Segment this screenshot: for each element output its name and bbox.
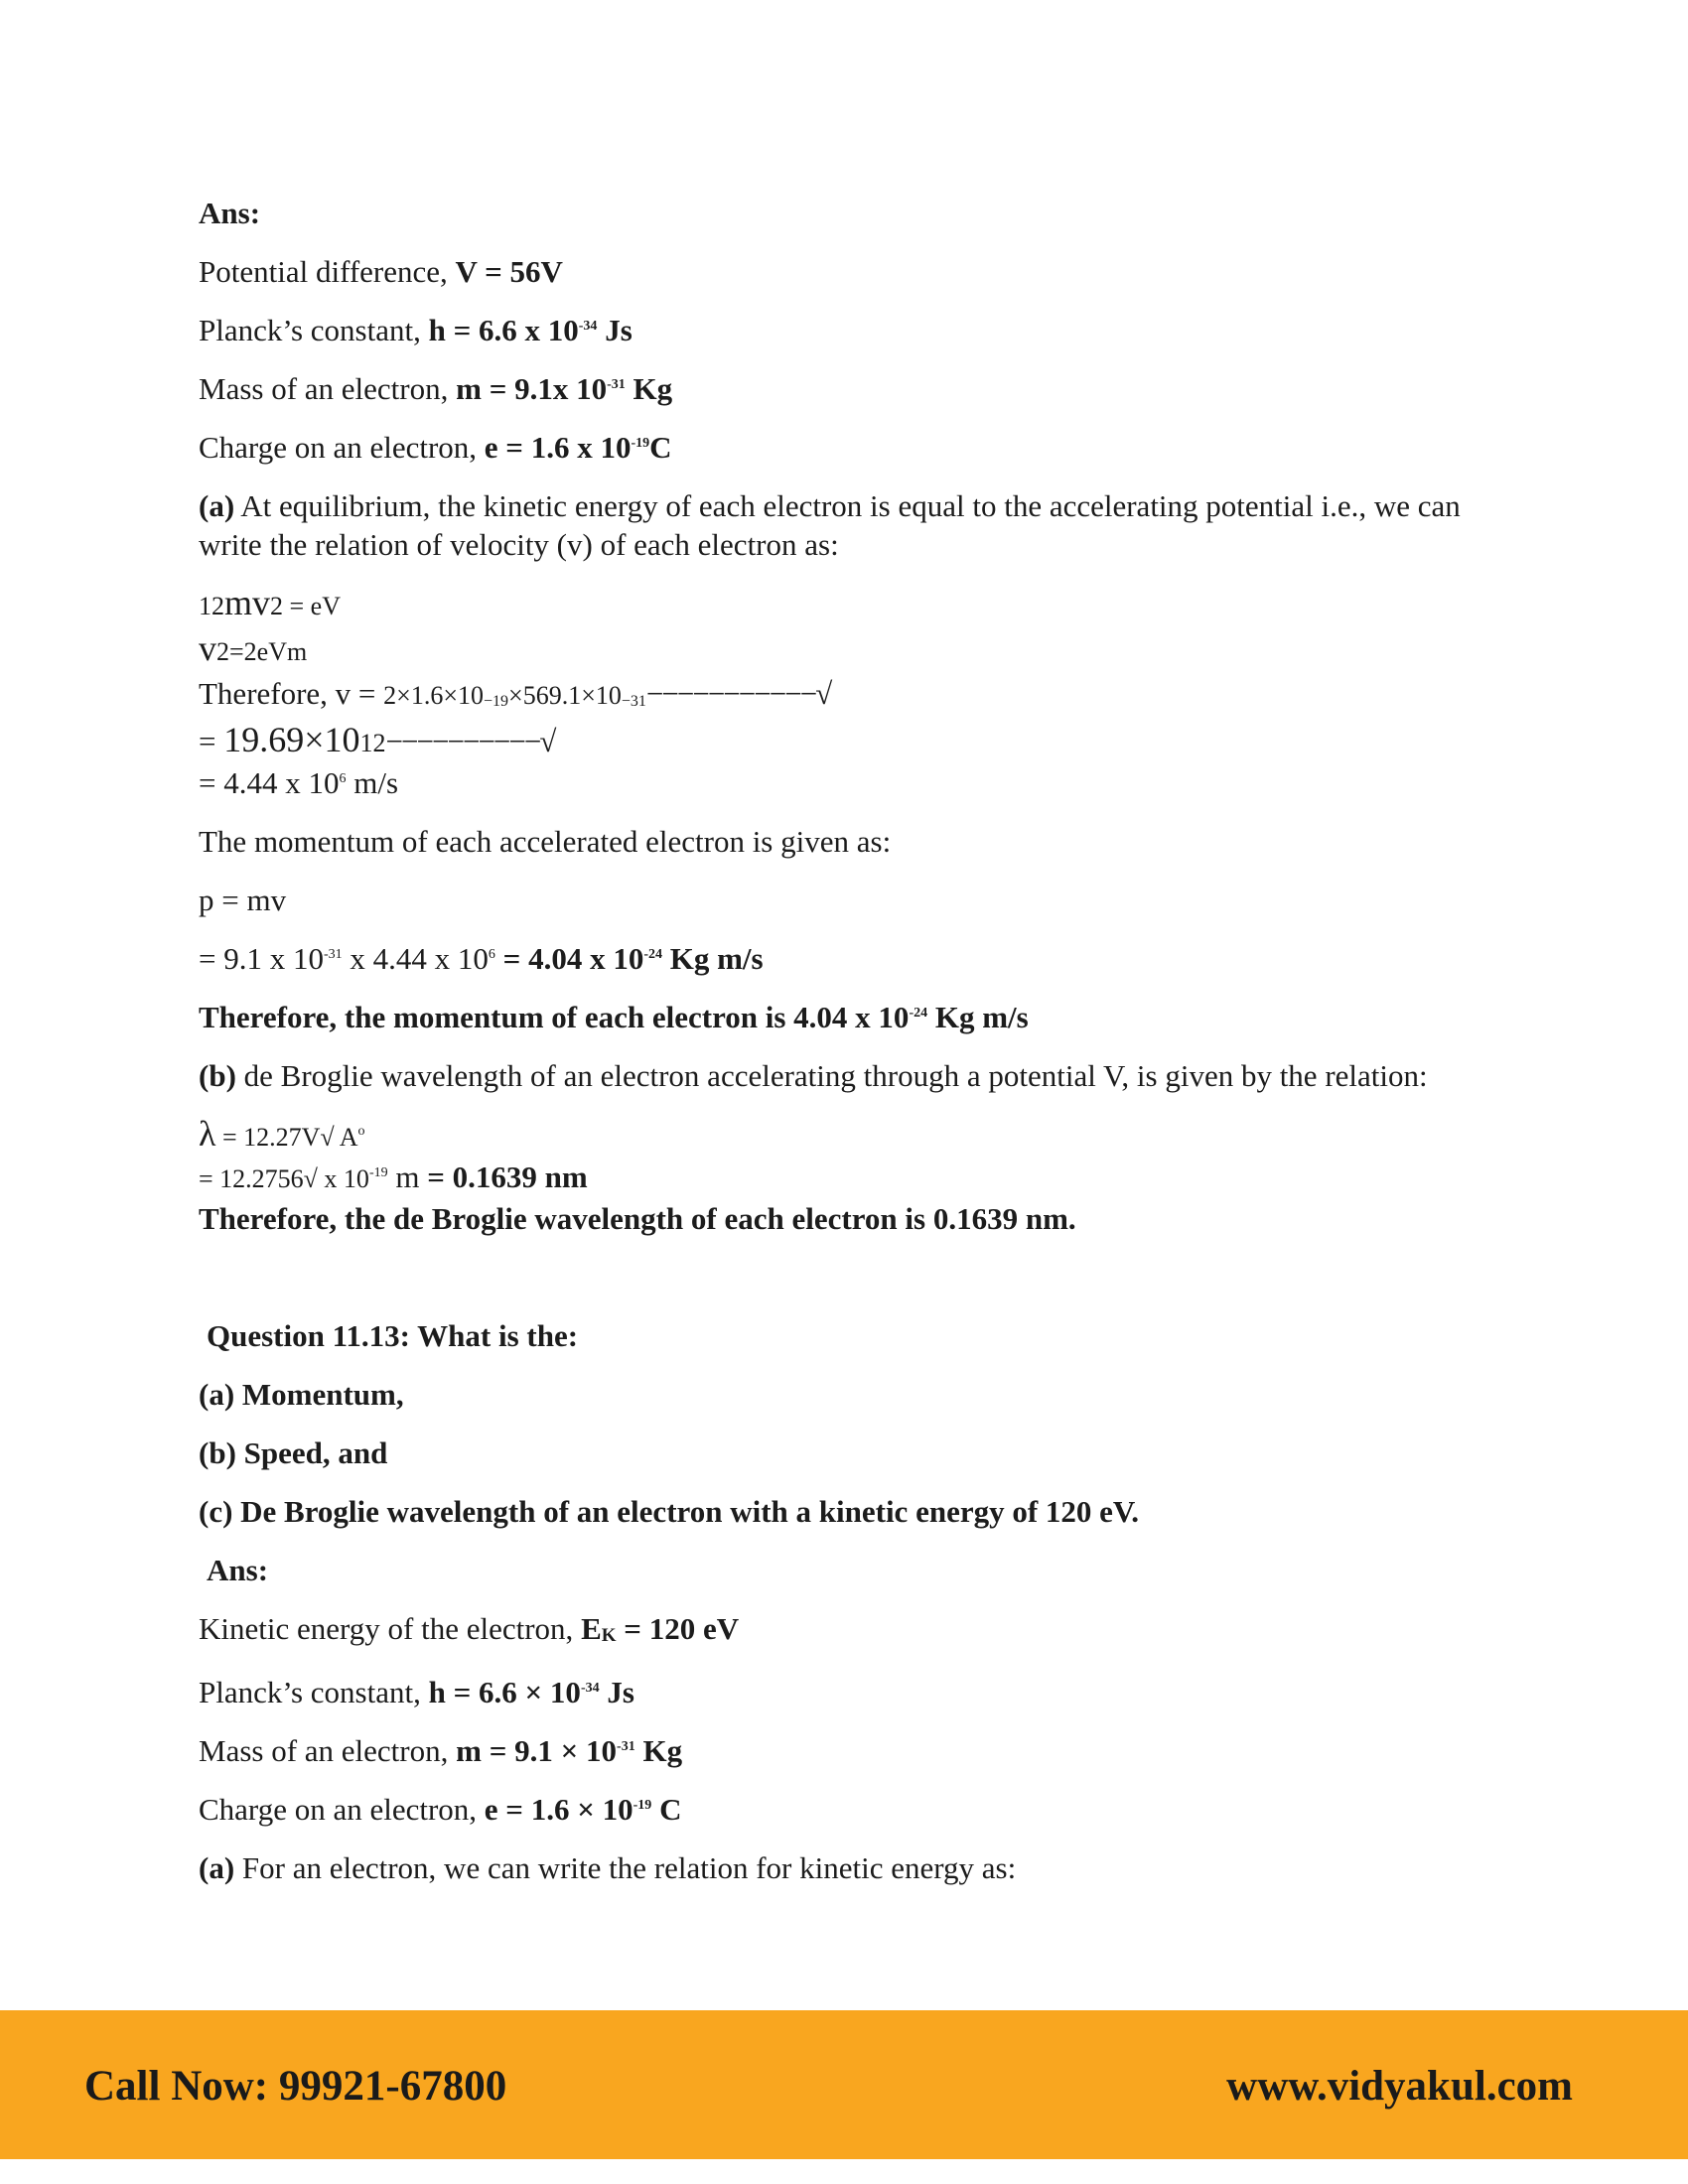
given-electron-mass-2: Mass of an electron, $m = 9.1 \times 10^{-31}$ Kg (199, 1733, 683, 1768)
momentum-calculation: = 9.1 x $10^{-31}$ x 4.44 x $10^6 = 4.04$ x $10^{-24}$ Kg m/s (199, 941, 764, 976)
given-electron-mass: Mass of an electron, m = 9.1x $10^{-31}$ Kg (199, 371, 673, 406)
question-part-b: (b) Speed, and (199, 1435, 388, 1470)
call-now-text[interactable]: Call Now: 99921-67800 (84, 2063, 507, 2110)
equation-velocity-root: Therefore, v = 2×1.6×10−19×569.1×10−31−−−−−−−−−−−√ (199, 676, 831, 711)
question-title: Question 11.13: What is the: (207, 1318, 579, 1353)
wavelength-conclusion: Therefore, the de Broglie wavelength of each electron is 0.1639 nm. (199, 1201, 1076, 1236)
part-a-explanation-2: (a) For an electron, we can write the relation for kinetic energy as: (199, 1850, 1017, 1885)
given-potential-difference: Potential difference, V = 56V (199, 254, 563, 289)
momentum-formula: p = mv (199, 883, 287, 917)
answer-label-2: Ans: (207, 1553, 269, 1587)
answer-label: Ans: (199, 196, 261, 230)
question-part-c: (c) De Broglie wavelength of an electron with a kinetic energy of 120 eV. (199, 1494, 1140, 1529)
momentum-conclusion: Therefore, the momentum of each electron is 4.04 x $10^{-24}$ Kg m/s (199, 1000, 1029, 1034)
wavelength-calculation: = 12.2756√ x $10^{-19}$ m = 0.1639 nm (199, 1160, 588, 1194)
given-electron-charge: Charge on an electron, e = 1.6 x $10^{-19}C$ (199, 430, 672, 465)
equation-velocity-simplified: = 19.69×1012−−−−−−−−−−√ (199, 720, 555, 759)
website-link[interactable]: www.vidyakul.com (1226, 2063, 1573, 2110)
velocity-result: = 4.44 x $10^6$ m/s (199, 765, 399, 800)
given-planck-constant: Planck’s constant, h = 6.6 x $10^{-34}$ Js (199, 313, 633, 347)
equation-kinetic-energy: 12mv2 = eV (199, 583, 341, 622)
given-kinetic-energy: Kinetic energy of the electron, EK = 120 eV (199, 1611, 740, 1646)
equation-velocity-squared: v2=2eVm (199, 628, 308, 668)
question-part-a: (a) Momentum, (199, 1377, 404, 1412)
momentum-intro: The momentum of each accelerated electron is given as: (199, 824, 892, 859)
equation-wavelength: λ = 12.27V√ $A^o$ (199, 1114, 365, 1154)
given-electron-charge-2: Charge on an electron, $e = 1.6 \times 10^{-19}$ C (199, 1792, 682, 1827)
footer-banner (0, 2010, 1688, 2159)
given-planck-constant-2: Planck’s constant, $h = 6.6 \times 10^{-34}$ Js (199, 1675, 634, 1709)
part-b-explanation: (b) de Broglie wavelength of an electron accelerating through a potential V, is given by the relation: (199, 1058, 1428, 1093)
part-a-explanation: (a) At equilibrium, the kinetic energy of each electron is equal to the accelerating potential i.e., we can write the relation of velocity (v) of each electron as: (199, 488, 1461, 562)
document-body (199, 194, 1489, 1907)
